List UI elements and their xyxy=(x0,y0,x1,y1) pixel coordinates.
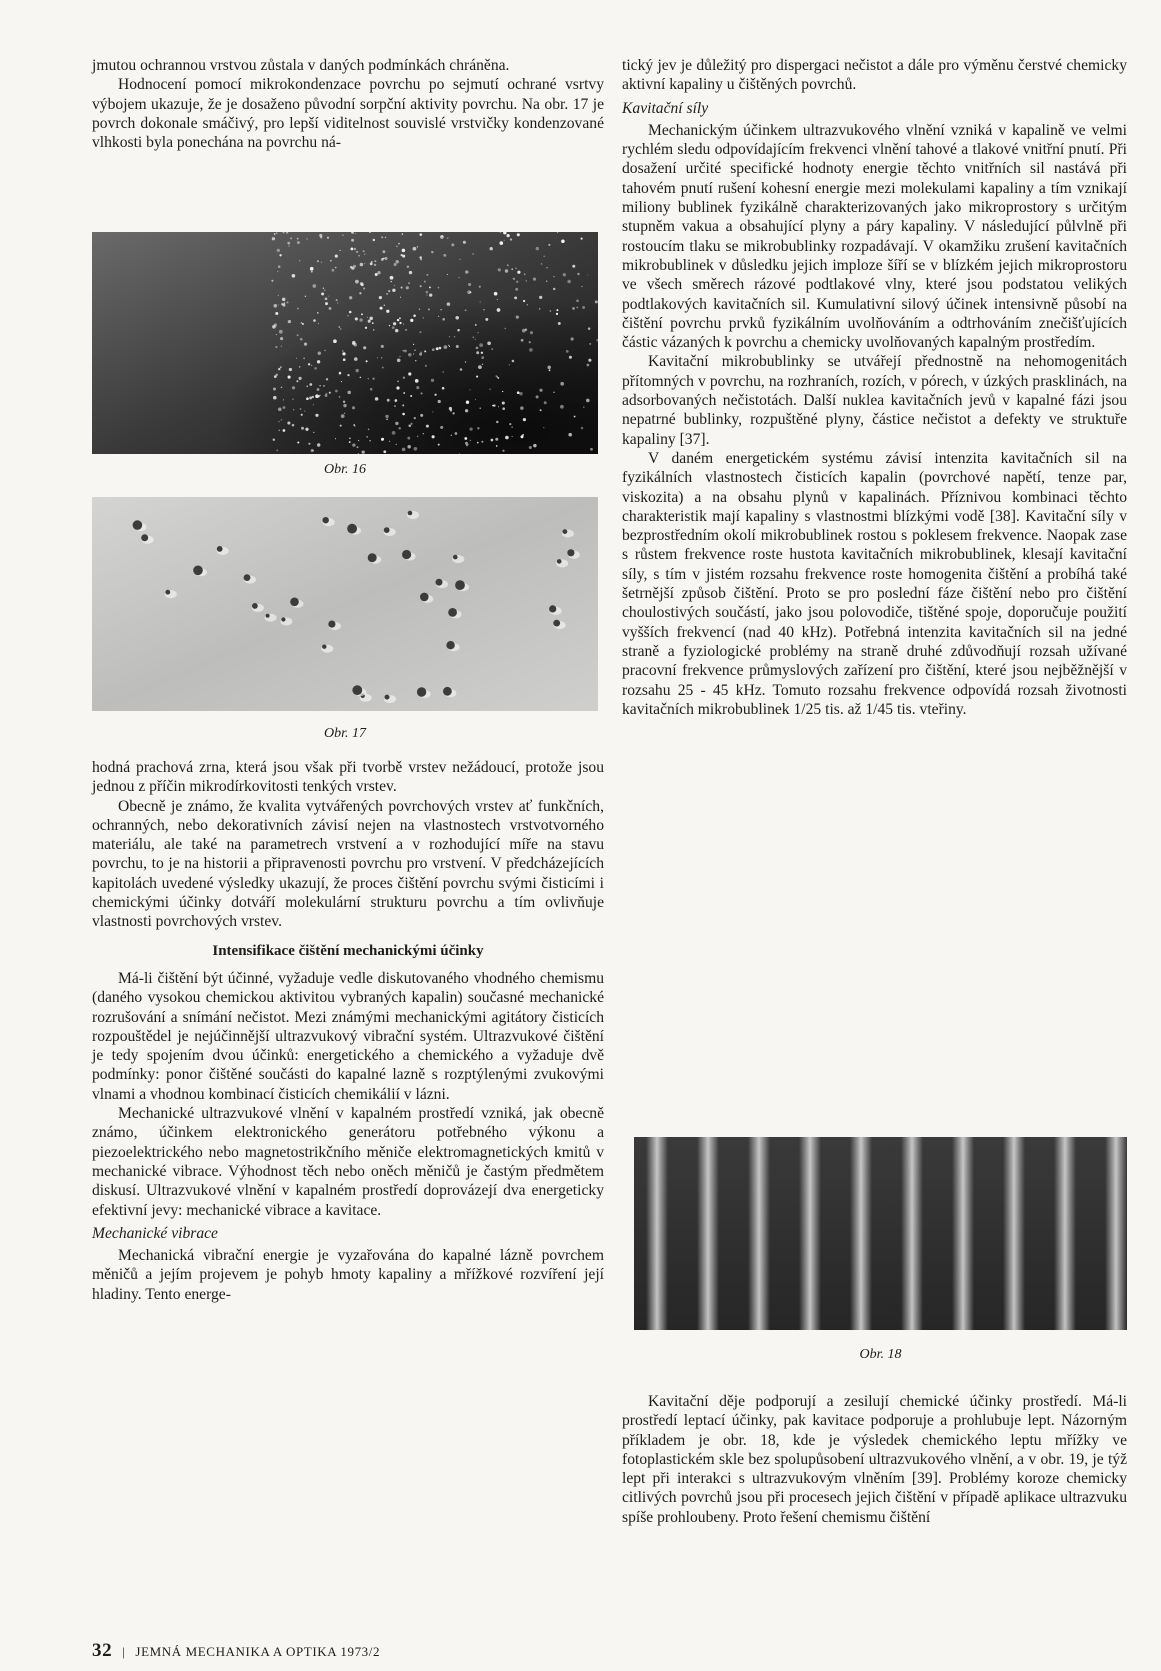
paragraph: Kavitační mikrobublinky se utvářejí přednostně na nehomogenitách přítomných v povrchu, na rozhraních, rozích, v pórech, v úzkých prasklinách, na adsorbovaných nečistotách. Další nuklea kavitačních jevů v kapalné fázi jsou nepatrné bublinky, rozpuštěné plyny, částice nečistot a defekty ve struktuře kapaliny [37]. xyxy=(622,353,1127,448)
paragraph: Obecně je známo, že kvalita vytvářených povrchových vrstev ať funkčních, ochranných, nebo dekorativních závisí nejen na vlastnostech vrstvotvorného materiálu, ale také na parametrech vrstvení a v rozhodující míře na stavu povrchu, to je na historii a připravenosti povrchu pro vrstvení. V předcházejících kapitolách uvedené výsledky ukazují, že proces čištění povrchu svými čisticími i chemickými účinky dotváří molekulární strukturu povrchu a tím ovlivňuje vlastnosti povrchových vrstev. xyxy=(92,797,604,931)
paragraph: Hodnocení pomocí mikrokondenzace povrchu po sejmutí ochrané vsrtvy výbojem ukazuje, že je dosaženo původní sorpční aktivity povrchu. Na obr. 17 je povrch dokonale smáčivý, pro lepší viditelnost souvislé vrstvičky kondenzované vlhkosti byla ponechána na povrchu ná- xyxy=(92,76,604,152)
figure-16-photo xyxy=(92,232,598,454)
left-column-bottom xyxy=(92,758,604,1304)
page-footer xyxy=(92,1640,380,1662)
section-heading: Intensifikace čištění mechanickými účinky xyxy=(212,942,484,959)
right-column-top xyxy=(622,56,1127,719)
figure-18-caption: Obr. 18 xyxy=(859,1347,902,1362)
subheading-cavitation: Kavitační síly xyxy=(622,99,709,117)
paragraph: Mechanické ultrazvukové vlnění v kapalném prostředí vzniká, jak obecně známo, účinkem elektronického generátoru potřebného výkonu a piezoelektrického nebo magnetostrikčního měniče elektromagnetických kmitů v mechanické vibrace. Výhodnost těch nebo oněch měničů je častým předmětem diskusí. Ultrazvukové vlnění v kapalném prostředí doprovázejí dva energeticky efektivní jevy: mechanické vibrace a kavitace. xyxy=(92,1105,604,1219)
subheading-mechanical-vibration: Mechanické vibrace xyxy=(92,1224,218,1242)
paragraph: Má-li čištění být účinné, vyžaduje vedle diskutovaného vhodného chemismu (daného vysokou chemickou aktivitou vybraných kapalin) současné mechanické rozrušování a snímání nečistot. Mezi známými mechanickými agitátory čisticích rozpouštědel je nejúčinnější ultrazvukový vibrační systém. Ultrazvukové čištění je tedy spojením dvou účinků: energetického a chemického a vyžaduje dvě podmínky: ponor čištěné součásti do kapalné lazně s rozptýlenými zvukovými vlnami a vhodnou kombinací čisticích chemikálií v lázni. xyxy=(92,969,604,1103)
figure-16-caption: Obr. 16 xyxy=(323,462,366,477)
paragraph: hodná prachová zrna, která jsou však při tvorbě vrstev nežádoucí, protože jsou jednou z příčin mikrodírkovitosti tenkých vrstev. xyxy=(92,759,604,796)
paragraph: jmutou ochrannou vrstvou zůstala v daných podmínkách chráněna. xyxy=(92,57,510,74)
paragraph: Mechanická vibrační energie je vyzařována do kapalné lázně povrchem měničů a jejím projevem je pohyb hmoty kapaliny a mřížkové rozvíření její hladiny. Tento energe- xyxy=(92,1247,604,1303)
right-column-bottom xyxy=(622,1392,1127,1527)
paragraph: tický jev je důležitý pro dispergaci nečistot a dále pro výměnu čerstvé chemicky aktivní kapaliny u čištěných povrchů. xyxy=(622,57,1127,94)
figure-17-photo xyxy=(92,497,598,711)
page-number: 32 xyxy=(92,1640,113,1661)
figure-17-caption: Obr. 17 xyxy=(323,726,366,741)
paragraph: V daném energetickém systému závisí intenzita kavitačních sil na fyzikálních vlastnostech čisticích kapalin (povrchové napětí, tenze par, viskozita) a na obsahu plynů v kapalinách. Příznivou kombinaci těchto charakteristik mají kapaliny s vlastnostmi blízkými vodě [38]. Kavitační síly v bezprostředním okolí mikrobublinek rostou s poklesem frekvence. Naopak zase s růstem frekvence roste hustota kavitačních mikrobublinek, klesají kavitační síly, s tím v jistém rozsahu frekvence roste homogenita čištění a probíhá také šetrnější způsob čištění. Proto se pro poslední fáze čištění nebo pro čištění choulostivých součástí, jako jsou polovodiče, tištěné spoje, doporučuje použití vyšších frekvencí (nad 40 kHz). Potřebná intenzita kavitačních sil na jedné straně a fyziologické problémy na straně druhé zdůvodňují rozsah užívané pracovní frekvence průmyslových zařízení pro čištění, které jsou nejběžnější v rozsahu 25 - 45 kHz. Tomuto rozsahu frekvence odpovídá rozsah životnosti kavitačních mikrobublinek 1/25 tis. až 1/45 tis. vteřiny. xyxy=(622,449,1127,718)
footer-separator: | xyxy=(122,1644,126,1659)
figure-18-photo xyxy=(634,1137,1127,1330)
paragraph: Kavitační děje podporují a zesilují chemické účinky prostředí. Má-li prostředí leptací účinky, pak kavitace podporuje a prohlubuje lept. Názorným příkladem je obr. 18, kde je výsledek chemického leptu mřížky ve fotoplastickém skle bez spolupůsobení ultrazvukového vlnění, a v obr. 19, je týž lept při interakci s ultrazvukovým vlněním [39]. Problémy koroze chemicky citlivých povrchů jsou při procesech jejich čištění v případě aplikace ultrazvuku spíše prohloubeny. Proto řešení chemismu čištění xyxy=(622,1393,1127,1526)
left-column-top xyxy=(92,56,604,152)
paragraph: Mechanickým účinkem ultrazvukového vlnění vzniká v kapalině ve velmi rychlém sledu odpovídajícím frekvenci vlnění tahové a tlakové vnitřní pnutí. Při dosažení určité specifické hodnoty energie těchto vnitřních sil nastává při tahovém pnutí rušení kohesní energie mezi molekulami kapaliny a tím vznikají miliony bublinek fyzikálně charakterizovaných jako mikroprostory s určitým stupněm vakua a obsahující plyny a páry kapaliny. V následující půlvlně při rostoucím tlaku se mikrobublinky rozpadávají. V okamžiku zrušení kavitačních mikrobublinek v důsledku jejich imploze šíří se v blízkém jejich mikroprostoru ve všech směrech rázové podtlakové vlny, které jsou podstatou velikých podtlakových kavitačních sil. Kumulativní silový účinek intensivně působí na čištění povrchu prvků fyzikálním uvolňováním a odtrhováním znečišťujících částic vázaných k povrchu a chemicky uvolňovaných kapalným prostředím. xyxy=(622,121,1127,352)
journal-name: JEMNÁ MECHANIKA A OPTIKA 1973/2 xyxy=(135,1644,381,1659)
